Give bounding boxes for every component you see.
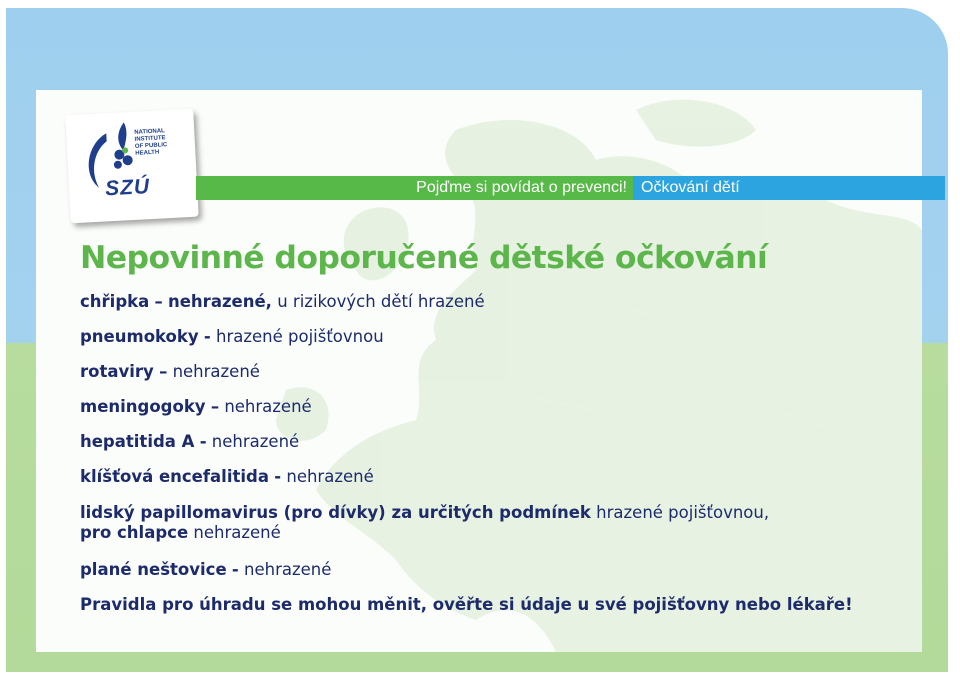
separator: - [199,432,207,451]
tagline-banner: Pojďme si povídat o prevenci! [196,176,633,200]
vaccine-status: hrazené pojišťovnou [215,327,384,346]
vaccine-name-secondary: pro chlapce [80,523,189,542]
page-title: Nepovinné doporučené dětské očkování [80,240,768,276]
footer-note-text: Pravidla pro úhradu se mohou měnit, ověřte si údaje u své pojišťovny nebo lékaře! [80,595,853,614]
logo-abbreviation: SZÚ [104,175,151,201]
vaccine-status: nehrazené [244,560,332,579]
separator: - [231,560,239,579]
separator: - [203,327,211,346]
list-item [80,432,299,452]
vaccine-status: nehrazené [211,432,300,451]
vaccine-name: rotaviry [80,362,154,381]
vaccine-name: plané neštovice [80,560,227,579]
vaccine-name: lidský papillomavirus (pro dívky) za určitých podmínek [80,503,591,522]
vaccine-name: hepatitida A [80,432,195,451]
szu-logo [65,109,198,224]
logo-institute-text: NATIONAL INSTITUTE OF PUBLIC HEALTH [134,128,168,157]
list-item [80,467,374,487]
vaccine-status-secondary: nehrazené [193,523,281,542]
vaccine-name: meningogoky [80,397,206,416]
vaccine-status: nehrazené [286,467,374,486]
separator: - [274,467,282,486]
vaccine-name: chřipka [80,292,150,311]
separator: – [210,397,220,416]
separator: – [154,292,163,311]
separator: – [159,362,168,381]
list-item [80,362,260,382]
list-item [80,327,384,347]
list-item [80,560,331,580]
vaccine-status: hrazené pojišťovnou, [596,503,770,522]
vaccine-status: nehrazené, [168,292,272,311]
list-item [80,503,860,543]
list-item [80,292,485,312]
list-item [80,397,312,417]
vaccine-status: nehrazené [172,362,260,381]
section-banner: Očkování dětí [633,176,945,200]
vaccine-note: u rizikových dětí hrazené [277,292,485,311]
vaccine-name: klíšťová encefalitida [80,467,269,486]
vaccine-name: pneumokoky [80,327,199,346]
szu-emblem-icon [65,109,198,224]
vaccine-status: nehrazené [224,397,312,416]
footer-note [80,595,860,615]
